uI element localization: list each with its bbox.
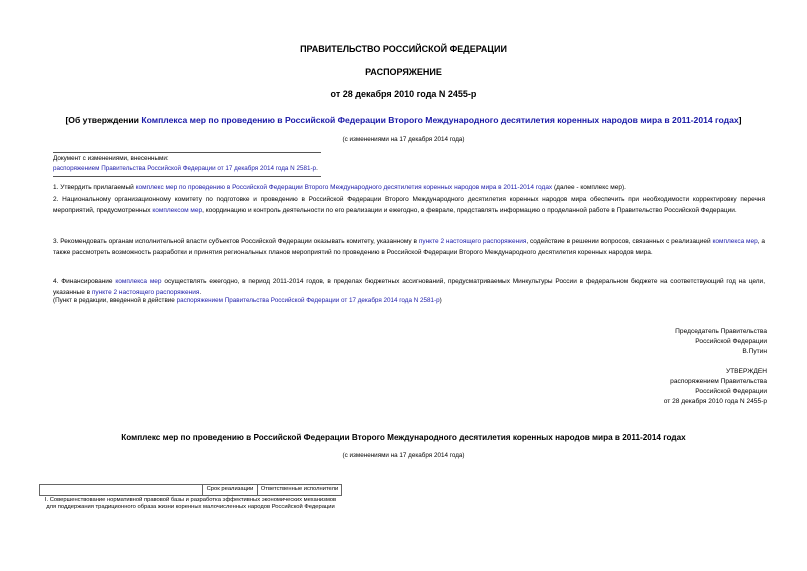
amendment-reference: распоряжением Правительства Российской Федерации от 17 декабря 2014 года N 2581-р. [53, 165, 318, 172]
table-header-cell [40, 485, 203, 496]
clause-2-link[interactable]: пункте 2 настоящего распоряжения [91, 289, 200, 296]
paragraph-4-note: (Пункт в редакции, введенной в действие распоряжением Правительства Российской Федерации от 17 декабря 2014 года N 2581-р) [53, 297, 442, 304]
paragraph-2: 2. Национальному организационному комитету по подготовке и проведению в Российской Федерации Второго Международного десятилетия коренных народов мира обеспечить при необходимости корректировку перечня мероприятий, предусмотренных комплексом мер, координацию и контроль деятельности по его реализации и ежегодно, в феврале, представлять информацию о проделанной работе в Правительство Российской Федерации. [53, 196, 765, 214]
table-header-row [40, 485, 342, 496]
table-header-cell: Ответственные исполнители [258, 485, 342, 496]
table-section-cell: I. Совершенствование нормативной правовой базы и разработка эффективных экономических механизмов для поддержания традиционного образа жизни коренных малочисленных народов Российской Федерации [40, 495, 342, 513]
amendment-link[interactable]: распоряжением Правительства Российской Федерации от 17 декабря 2014 года N 2581-р [53, 165, 317, 172]
separator-line-2 [53, 176, 321, 177]
government-heading: ПРАВИТЕЛЬСТВО РОССИЙСКОЙ ФЕДЕРАЦИИ [300, 44, 507, 54]
complex-link[interactable]: комплекса мер [712, 238, 758, 245]
paragraph-3: 3. Рекомендовать органам исполнительной власти субъектов Российской Федерации оказывать комитету, указанному в пункте 2 настоящего распоряжения, содействие в решении вопросов, связанных с реализацией комплекса мер, а также рассмотреть возможность разработки и принятия региональных планов мероприятий по проведению в Российской Федерации Второго Международного десятилетия коренных народов мира. [53, 238, 765, 256]
document-date-number: от 28 декабря 2010 года N 2455-р [330, 89, 477, 99]
separator-line [53, 152, 321, 153]
signature-block: Председатель Правительства Российской Федерации В.Путин [675, 328, 767, 355]
paragraph-1: 1. Утвердить прилагаемый комплекс мер по проведению в Российской Федерации Второго Международного десятилетия коренных народов мира в 2011-2014 годах (далее - комплекс мер). [53, 184, 626, 191]
document-type: РАСПОРЯЖЕНИЕ [365, 67, 442, 77]
document-title [0, 115, 807, 126]
amendment-link[interactable]: распоряжением Правительства Российской Федерации от 17 декабря 2014 года N 2581-р [176, 297, 440, 304]
complex-link[interactable]: комплекса мер [115, 278, 162, 285]
amendment-intro: Документ с изменениями, внесенными: [53, 155, 169, 162]
complex-link[interactable]: комплекс мер по проведению в Российской Федерации Второго Международного десятилетия коренных народов мира в 2011-2014 годах [135, 184, 553, 191]
measures-table [39, 484, 342, 513]
annex-title: Комплекс мер по проведению в Российской Федерации Второго Международного десятилетия коренных народов мира в 2011-2014 годах [121, 433, 686, 442]
title-suffix: ] [738, 115, 742, 125]
title-prefix: [Об утверждении [65, 115, 142, 125]
title-link[interactable]: Комплекса мер по проведению в Российской Федерации Второго Международного десятилетия коренных народов мира в 2011-2014 годах [141, 115, 739, 125]
complex-link[interactable]: комплексом мер [152, 207, 203, 214]
annex-changes-note: (с изменениями на 17 декабря 2014 года) [342, 452, 465, 459]
changes-note: (с изменениями на 17 декабря 2014 года) [342, 136, 465, 143]
table-section-row [40, 495, 342, 513]
approval-block: УТВЕРЖДЕН распоряжением Правительства Российской Федерации от 28 декабря 2010 года N 2455-р [663, 368, 767, 405]
clause-2-link[interactable]: пункте 2 настоящего распоряжения [418, 238, 527, 245]
table-header-cell: Срок реализации [203, 485, 258, 496]
paragraph-4: 4. Финансирование комплекса мер осуществлять ежегодно, в период 2011-2014 годов, в пределах бюджетных ассигнований, предусматриваемых Минкультуры России в федеральном бюджете на соответствующий год на цели, указанные в пункте 2 настоящего распоряжения. [53, 278, 765, 296]
